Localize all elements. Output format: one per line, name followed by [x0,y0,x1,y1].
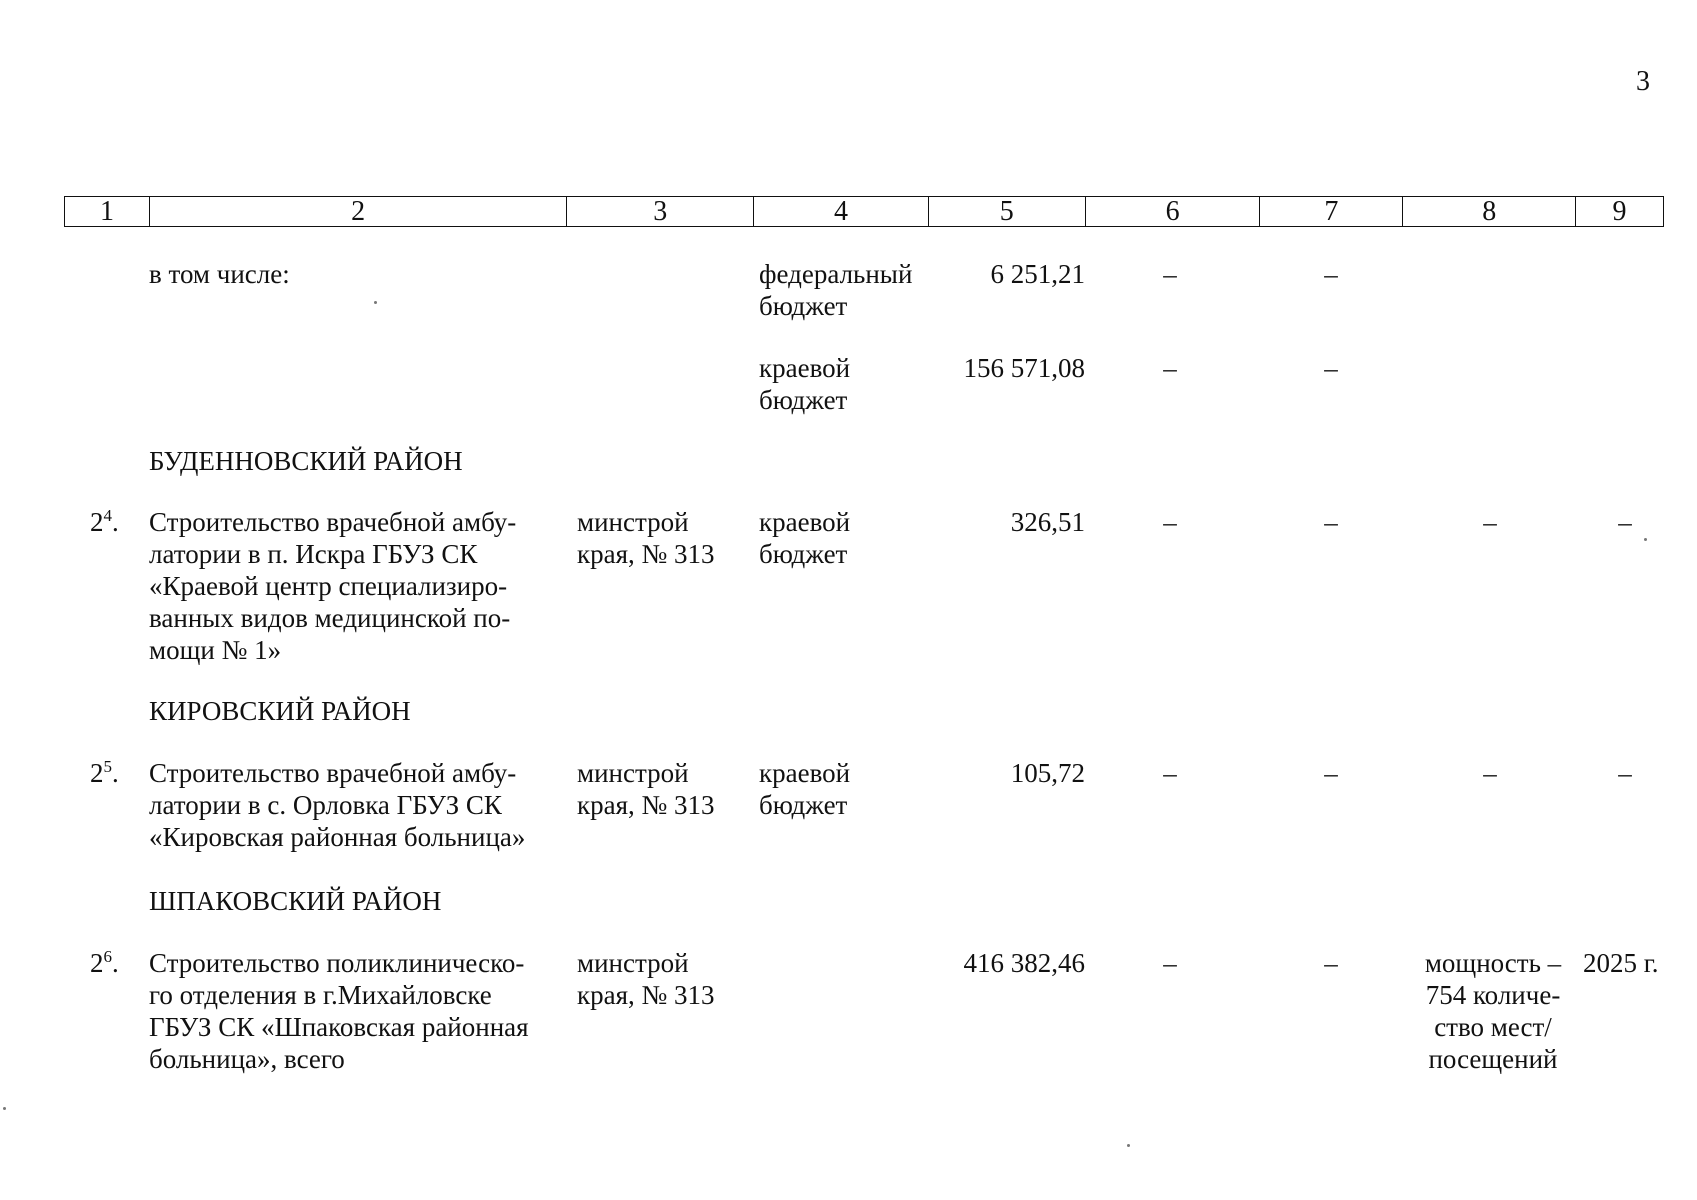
col-header-7: 7 [1260,197,1403,226]
col-header-8: 8 [1403,197,1576,226]
customer: минстрой края, № 313 [577,507,715,569]
col-header-3: 3 [567,197,754,226]
dash-col6: – [1163,353,1177,383]
dash-col7: – [1324,758,1338,788]
funding-source: краевой бюджет [759,758,851,820]
col-header-4: 4 [754,197,929,226]
including-label: в том числе: [149,259,290,289]
col-header-5: 5 [929,197,1086,226]
row-number: $2^5$. [90,757,119,788]
dash-col6: – [1163,259,1177,289]
district-heading: БУДЕННОВСКИЙ РАЙОН [149,446,463,476]
col-header-6: 6 [1086,197,1261,226]
amount: 416 382,46 [963,948,1085,978]
customer: минстрой края, № 313 [577,758,715,820]
funding-source: краевой бюджет [759,507,851,569]
scan-speck [1644,538,1647,541]
col-header-1: 1 [65,197,150,226]
customer: минстрой края, № 313 [577,948,715,1010]
scan-speck [374,301,377,304]
dash-col7: – [1324,353,1338,383]
dash-col8: – [1483,507,1497,537]
amount-regional: 156 571,08 [963,353,1085,383]
col-header-9: 9 [1612,196,1627,227]
amount-federal: 6 251,21 [990,259,1085,289]
dash-col9: – [1618,507,1632,537]
table-header-row [64,196,1664,227]
row-number: $2^6$. [90,947,119,978]
dash-col6: – [1163,758,1177,788]
amount: 326,51 [1010,507,1085,537]
completion-year: 2025 г. [1583,948,1659,978]
dash-col7: – [1324,259,1338,289]
amount: 105,72 [1010,758,1085,788]
object-description: Строительство врачебной амбу- латории в с. Орловка ГБУЗ СК «Кировская районная больница» [149,758,526,852]
dash-col6: – [1163,507,1177,537]
dash-col7: – [1324,948,1338,978]
funding-source-regional: краевой бюджет [759,353,851,415]
object-description: Строительство поликлиническо- го отделения в г.Михайловске ГБУЗ СК «Шпаковская районная больница», всего [149,948,529,1074]
district-heading: КИРОВСКИЙ РАЙОН [149,696,411,726]
funding-source-federal: федеральный бюджет [759,259,913,321]
scan-speck [1127,1144,1130,1147]
row-number: $2^4$. [90,506,119,537]
dash-col6: – [1163,948,1177,978]
district-heading: ШПАКОВСКИЙ РАЙОН [149,886,442,916]
col-header-2: 2 [150,197,567,226]
dash-col8: – [1483,758,1497,788]
scan-speck [3,1107,6,1110]
page-number: 3 [1636,66,1650,97]
dash-col9: – [1618,758,1632,788]
capacity: мощность – 754 количе- ство мест/ посещений [1424,948,1562,1074]
object-description: Строительство врачебной амбу- латории в п. Искра ГБУЗ СК «Краевой центр специализиро- ванных видов медицинской по- мощи № 1» [149,507,517,665]
dash-col7: – [1324,507,1338,537]
